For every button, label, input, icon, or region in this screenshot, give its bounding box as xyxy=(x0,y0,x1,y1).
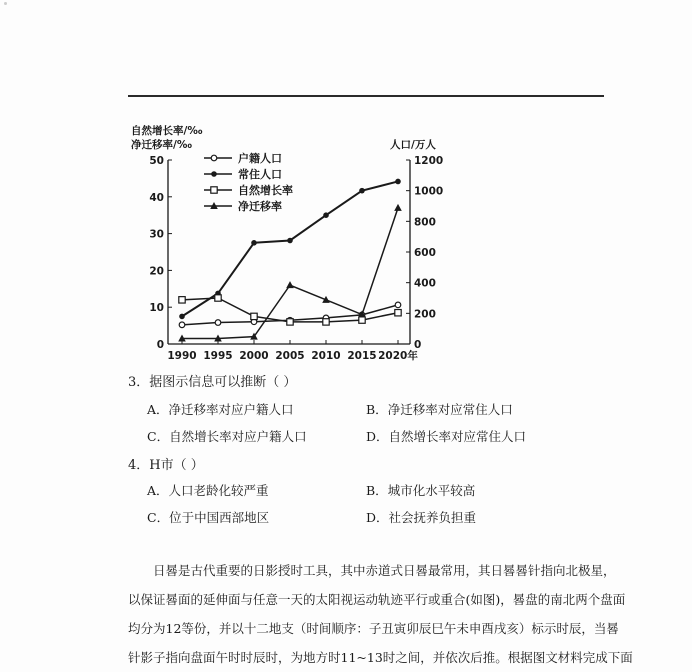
legend-marker xyxy=(211,187,217,193)
right-tick-label: 800 xyxy=(414,216,436,229)
option-3d[interactable] xyxy=(366,427,526,445)
passage-line: 以保证晷面的延伸面与任意一天的太阳视运动轨迹平行或重合(如图)，晷盘的南北两个盘面 xyxy=(128,592,626,607)
x-tick-label: 2020年 xyxy=(378,350,418,362)
right-tick-label: 0 xyxy=(414,339,422,351)
option-text: 社会抚养负担重 xyxy=(388,510,477,525)
series-point xyxy=(179,322,185,328)
question-number: 4． xyxy=(128,458,150,473)
option-text: 人口老龄化较严重 xyxy=(168,483,269,498)
series-point xyxy=(251,240,257,246)
option-text: 自然增长率对应常住人口 xyxy=(388,429,527,444)
left-tick-label: 40 xyxy=(149,191,164,204)
right-axis-label: 人口/万人 xyxy=(390,139,436,151)
option-letter: B． xyxy=(366,483,388,498)
right-tick-label: 200 xyxy=(414,308,436,321)
series-point xyxy=(359,317,365,323)
left-axis-label-1: 自然增长率/‰ xyxy=(131,125,203,137)
series-point xyxy=(359,188,365,194)
legend-marker xyxy=(211,155,217,161)
question-number: 3． xyxy=(128,375,150,390)
passage-line: 均分为12等份，并以十二地支（时间顺序：子丑寅卯辰巳午未申酉戌亥）标示时辰，当晷 xyxy=(128,621,619,636)
right-tick-label: 400 xyxy=(414,277,436,290)
option-4c[interactable] xyxy=(147,508,269,526)
option-text: 城市化水平较高 xyxy=(387,483,476,498)
series-point xyxy=(179,314,185,320)
right-tick-label: 1000 xyxy=(414,185,444,198)
option-text: 自然增长率对应户籍人口 xyxy=(169,429,307,444)
option-letter: A． xyxy=(147,483,169,498)
left-tick-label: 30 xyxy=(149,228,164,241)
option-letter: C． xyxy=(147,429,170,444)
option-4b[interactable] xyxy=(366,481,475,499)
series-point xyxy=(287,238,293,244)
left-tick-label: 10 xyxy=(149,302,164,315)
x-tick-label: 2000 xyxy=(239,350,269,362)
chart-axes xyxy=(149,155,443,362)
header-rule xyxy=(128,95,604,97)
option-4a[interactable] xyxy=(147,481,269,499)
question-3 xyxy=(128,371,296,390)
x-tick-label: 2010 xyxy=(311,350,341,362)
option-4d[interactable] xyxy=(366,508,476,526)
series-point xyxy=(323,319,329,325)
series-point xyxy=(287,319,293,325)
chart-series xyxy=(178,179,402,342)
passage-line: 日晷是古代重要的日影授时工具，其中赤道式日晷最常用，其日晷晷针指向北极星， xyxy=(153,563,616,578)
legend-label: 户籍人口 xyxy=(238,152,282,165)
legend-marker xyxy=(211,171,217,177)
series-point xyxy=(215,295,221,301)
series-point xyxy=(395,179,401,185)
series-point xyxy=(394,204,402,211)
x-tick-label: 2015 xyxy=(347,350,377,362)
scan-speck xyxy=(4,2,7,5)
x-tick-label: 2005 xyxy=(275,350,305,362)
series-point xyxy=(179,297,185,303)
series-point xyxy=(395,310,401,316)
population-chart xyxy=(120,122,450,367)
option-3c[interactable] xyxy=(147,427,307,445)
left-tick-label: 20 xyxy=(149,265,164,278)
right-tick-label: 600 xyxy=(414,247,436,259)
option-text: 净迁移率对应户籍人口 xyxy=(168,402,294,417)
series-point xyxy=(323,212,329,218)
option-text: 位于中国西部地区 xyxy=(169,510,270,525)
left-axis-label-2: 净迁移率/‰ xyxy=(131,139,192,151)
left-tick-label: 0 xyxy=(156,339,164,351)
question-stem: H市（ ） xyxy=(149,458,204,473)
right-tick-label: 1200 xyxy=(414,155,444,167)
series-point xyxy=(251,313,257,319)
option-letter: B． xyxy=(366,402,388,417)
option-letter: D． xyxy=(366,510,389,525)
sundial-passage xyxy=(128,556,633,672)
legend-label: 净迁移率 xyxy=(238,200,282,213)
series-point xyxy=(286,281,294,288)
option-3b[interactable] xyxy=(366,400,513,418)
option-letter: D． xyxy=(366,429,389,444)
legend-label: 自然增长率 xyxy=(238,184,293,197)
chart-legend xyxy=(204,151,293,213)
option-letter: A． xyxy=(147,402,169,417)
option-text: 净迁移率对应常住人口 xyxy=(387,402,513,417)
x-tick-label: 1995 xyxy=(203,350,233,362)
question-stem: 据图示信息可以推断（ ） xyxy=(149,375,297,390)
x-tick-label: 1990 xyxy=(167,350,197,362)
passage-line: 针影子指向盘面午时时辰时，为地方时11~13时之间，并依次后推。根据图文材料完成下面 xyxy=(128,650,633,665)
option-letter: C． xyxy=(147,510,170,525)
legend-label: 常住人口 xyxy=(238,168,282,181)
series-point xyxy=(215,320,221,326)
series-point xyxy=(395,302,401,308)
question-4 xyxy=(128,454,204,473)
left-tick-label: 50 xyxy=(149,155,164,167)
option-3a[interactable] xyxy=(147,400,294,418)
